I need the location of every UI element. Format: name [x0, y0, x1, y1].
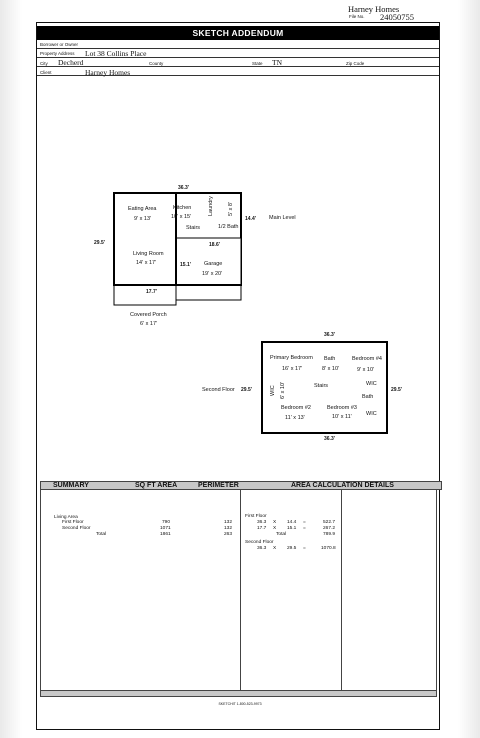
page-title: SKETCH ADDENDUM	[37, 26, 439, 40]
calc-f1-x: X	[273, 520, 277, 525]
state-value: TN	[272, 58, 282, 67]
summary-footer-bar	[40, 690, 437, 697]
laundry-name: Laundry	[208, 196, 214, 216]
summary-row-2-sqft: 1071	[160, 526, 171, 531]
borrower-label: Borrower or Owner	[40, 42, 79, 47]
calc-first-total: 789.9	[323, 532, 336, 537]
footer-text: SKETCHIT 1-800-523-9973	[218, 702, 262, 706]
main-dim-top: 36.3'	[178, 185, 189, 191]
summary-total-sqft: 1861	[160, 532, 171, 537]
calc-s1-eq: =	[303, 546, 306, 551]
half-bath: 1/2 Bath	[218, 224, 239, 230]
wic-left-name: WIC	[270, 385, 276, 396]
bedroom-3-name: Bedroom #3	[327, 405, 357, 411]
living-room-size: 14' x 17'	[136, 260, 157, 266]
summary-head-calc: AREA CALCULATION DETAILS	[291, 482, 394, 489]
second-dim-left: 29.5'	[241, 387, 252, 393]
living-area-label: Living Area	[54, 515, 78, 520]
bedroom-2-name: Bedroom #2	[281, 405, 311, 411]
bedroom-4-name: Bedroom #4	[352, 356, 382, 362]
calc-second-floor-label: Second Floor	[245, 540, 274, 545]
primary-bedroom-size: 16' x 17'	[282, 366, 303, 372]
summary-row-1-perimeter: 132	[224, 520, 233, 525]
living-room-name: Living Room	[133, 251, 164, 257]
summary-row-2-label: Second Floor	[62, 526, 91, 531]
file-no-label: File No.	[349, 14, 365, 19]
file-no-value: 24050755	[380, 12, 414, 22]
zip-label: Zip Code	[346, 61, 365, 66]
main-stairs: Stairs	[186, 225, 201, 231]
property-value: Lot 38 Collins Place	[85, 49, 147, 58]
second-floor-label: Second Floor	[202, 387, 235, 393]
main-level-label: Main Level	[269, 215, 296, 221]
summary-head-summary: SUMMARY	[53, 482, 89, 489]
calc-f2-b: 15.1	[287, 526, 297, 531]
calc-f2-eq: =	[303, 526, 306, 531]
calc-s1-a: 36.3	[257, 546, 267, 551]
calc-f1-eq: =	[303, 520, 306, 525]
bedroom-4-size: 9' x 10'	[357, 367, 375, 373]
covered-porch-name: Covered Porch	[130, 312, 167, 318]
bath-2-name: Bath	[362, 394, 374, 400]
calc-f1-a: 36.3	[257, 520, 267, 525]
kitchen-name: Kitchen	[173, 205, 192, 211]
porch-dim-bottom: 17.7'	[146, 289, 157, 295]
calc-first-total-label: Total	[276, 532, 287, 537]
client-value: Harney Homes	[85, 68, 131, 77]
main-dim-right: 14.4'	[245, 216, 256, 222]
garage-size: 19' x 20'	[202, 271, 223, 277]
county-label: County	[149, 61, 164, 66]
property-label: Property Address	[40, 51, 75, 56]
wic-left-size: 6' x 10'	[280, 381, 286, 399]
state-label: State	[252, 61, 263, 66]
summary-row-1-sqft: 790	[162, 520, 171, 525]
primary-bedroom-name: Primary Bedroom	[270, 355, 313, 361]
summary-row-1-label: First Floor	[62, 520, 84, 525]
laundry-size: 5' x 8'	[228, 201, 234, 216]
summary-head-perimeter: PERIMETER	[198, 482, 239, 489]
wic-bottom-name: WIC	[366, 411, 377, 417]
bedroom-2-size: 11' x 13'	[285, 415, 305, 421]
garage-dim-left: 15.1'	[180, 262, 191, 268]
calc-first-floor-label: First Floor	[245, 514, 267, 519]
wic-right-name: WIC	[366, 381, 377, 387]
city-label: City	[40, 61, 48, 66]
covered-porch-outline	[114, 285, 176, 305]
eating-area-size: 9' x 13'	[134, 216, 152, 222]
garage-dim-top: 18.6'	[209, 242, 220, 248]
kitchen-size: 10' x 15'	[171, 214, 192, 220]
city-value: Decherd	[58, 58, 84, 67]
bedroom-3-size: 10' x 11'	[332, 414, 352, 420]
second-stairs: Stairs	[314, 383, 329, 389]
calc-f2-x: X	[273, 526, 277, 531]
second-dim-top: 36.3'	[324, 332, 335, 338]
header-company: Harney Homes	[348, 4, 400, 14]
calc-f1-result: 522.7	[323, 520, 336, 525]
bath-name: Bath	[324, 356, 336, 362]
calc-f1-b: 14.4	[287, 520, 297, 525]
second-dim-right: 29.5'	[391, 387, 402, 393]
summary-right-box	[341, 489, 437, 691]
client-label: Client	[40, 70, 52, 75]
bath-size: 8' x 10'	[322, 366, 340, 372]
calc-s1-result: 1070.8	[321, 546, 336, 551]
calc-s1-x: X	[273, 546, 277, 551]
summary-total-perimeter: 263	[224, 532, 233, 537]
eating-area-name: Eating Area	[128, 206, 157, 212]
summary-row-2-perimeter: 132	[224, 526, 233, 531]
summary-head-sqft: SQ FT AREA	[135, 482, 178, 489]
covered-porch-size: 6' x 17'	[140, 321, 158, 327]
garage-name: Garage	[204, 261, 223, 267]
calc-s1-b: 29.5	[287, 546, 297, 551]
calc-f2-a: 17.7	[257, 526, 267, 531]
second-dim-bottom: 36.3'	[324, 436, 335, 442]
main-dim-left: 29.5'	[94, 240, 105, 246]
calc-f2-result: 267.2	[323, 526, 336, 531]
summary-total-label: Total	[96, 532, 107, 537]
